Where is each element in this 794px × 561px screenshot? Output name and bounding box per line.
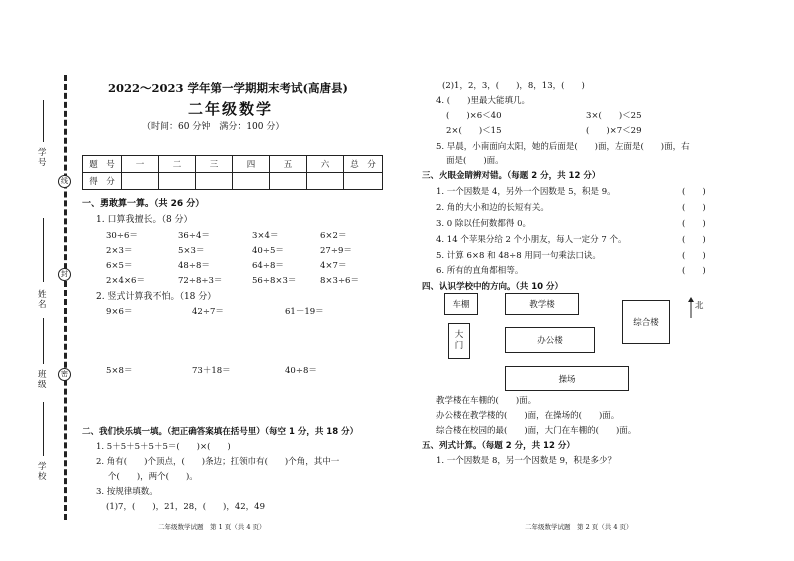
score-table-header-row [83, 156, 383, 173]
north-label: 北 [695, 301, 704, 311]
judge-answer-paren[interactable]: ( ) [682, 251, 706, 261]
q4-item: 3×( )＜25 [586, 111, 642, 121]
score-header-cell: 五 [270, 156, 307, 173]
oral-item: 72÷8÷3＝ [178, 276, 223, 286]
vertical-item: 40÷8＝ [285, 366, 317, 376]
student-no-label: 学号 [38, 148, 53, 168]
map-question-3: 综合楼在校园的最( )面，大门在车棚的( )面。 [436, 426, 637, 436]
judge-answer-paren[interactable]: ( ) [682, 203, 706, 213]
oral-item: 4×7＝ [320, 261, 347, 271]
oral-item: 30÷6＝ [106, 231, 138, 241]
score-cell[interactable] [344, 173, 383, 190]
section2-q3-1: (1)7，( )，21，28，( )，42，49 [106, 502, 265, 512]
oral-item: 6×2＝ [320, 231, 347, 241]
score-header-cell: 题 号 [83, 156, 122, 173]
binding-dashed-line [64, 75, 67, 520]
judge-item: 1. 一个因数是 4，另外一个因数是 5，积是 9。 [436, 187, 616, 197]
map-gate: 大门 [448, 323, 470, 359]
section2-q2-line2: 个( )，两个( )。 [108, 472, 198, 482]
map-question-2: 办公楼在教学楼的( )面，在操场的( )面。 [436, 411, 620, 421]
oral-item: 27÷9＝ [320, 246, 352, 256]
school-line [43, 402, 44, 456]
judge-answer-paren[interactable]: ( ) [682, 235, 706, 245]
section2-q2-line1: 2. 角有( )个顶点，( )条边；扛领巾有( )个角，其中一 [96, 457, 340, 467]
footer-left: 二年级数学试题 第 1 页（共 4 页） [158, 523, 266, 531]
section2-q1: 1. 5＋5＋5＋5＋5＝( )×( ) [96, 442, 231, 452]
name-label: 姓名 [38, 290, 53, 310]
judge-answer-paren[interactable]: ( ) [682, 219, 706, 229]
score-row-label: 得 分 [83, 173, 122, 190]
score-header-cell: 一 [122, 156, 159, 173]
oral-item: 6×5＝ [106, 261, 133, 271]
q4-item: 2×( )＜15 [446, 126, 502, 136]
oral-item: 64÷8＝ [252, 261, 284, 271]
score-table-score-row [83, 173, 383, 190]
seal-mark-secret: 密 [58, 368, 71, 381]
section1-q2-title: 2. 竖式计算我不怕。（18 分） [96, 292, 217, 302]
score-cell[interactable] [196, 173, 233, 190]
exam-time-info: （时间：60 分钟 满分：100 分） [142, 122, 285, 132]
section2-q3-2: (2)1，2，3，( )，8，13，( ) [442, 81, 585, 91]
section4-title: 四、认识学校中的方向。（共 10 分） [422, 282, 563, 292]
oral-item: 56÷8×3＝ [252, 276, 297, 286]
class-label: 班级 [38, 370, 53, 390]
oral-item: 36÷4＝ [178, 231, 210, 241]
oral-item: 3×4＝ [252, 231, 279, 241]
judge-answer-paren[interactable]: ( ) [682, 266, 706, 276]
seal-mark-line: 线 [58, 175, 71, 188]
oral-item: 2×3＝ [106, 246, 133, 256]
map-teaching-building: 教学楼 [505, 293, 579, 315]
map-shed: 车棚 [444, 293, 478, 315]
map-playground: 操场 [505, 366, 629, 391]
q4-item: ( )×7＜29 [586, 126, 642, 136]
section2-title: 二、我们快乐填一填。（把正确答案填在括号里）（每空 1 分，共 18 分） [82, 427, 359, 437]
score-table [82, 155, 383, 190]
section2-q5-line1: 5. 早晨，小南面向太阳，她的后面是( )面，左面是( )面，右 [436, 142, 690, 152]
score-header-cell: 三 [196, 156, 233, 173]
q4-item: ( )×6＜40 [446, 111, 502, 121]
score-cell[interactable] [307, 173, 344, 190]
footer-right: 二年级数学试题 第 2 页（共 4 页） [525, 523, 633, 531]
judge-item: 5. 计算 6×8 和 48÷8 用同一句乘法口诀。 [436, 251, 601, 261]
oral-item: 48÷8＝ [178, 261, 210, 271]
vertical-item: 5×8＝ [106, 366, 133, 376]
oral-item: 5×3＝ [178, 246, 205, 256]
vertical-item: 9×6＝ [106, 307, 133, 317]
judge-answer-paren[interactable]: ( ) [682, 187, 706, 197]
class-line [43, 318, 44, 364]
section3-title: 三、火眼金睛辨对错。（每题 2 分，共 12 分） [422, 171, 601, 181]
score-header-cell: 六 [307, 156, 344, 173]
section1-title: 一、勇敢算一算。（共 26 分） [82, 199, 205, 209]
vertical-item: 61－19＝ [285, 307, 324, 317]
score-header-cell: 四 [233, 156, 270, 173]
student-no-line [43, 100, 44, 142]
map-complex-building: 综合楼 [622, 300, 670, 344]
vertical-item: 73＋18＝ [192, 366, 231, 376]
section2-q4-title: 4. ( )里最大能填几。 [436, 96, 530, 106]
score-cell[interactable] [122, 173, 159, 190]
score-cell[interactable] [159, 173, 196, 190]
school-label: 学校 [38, 462, 53, 482]
section2-q5-line2: 面是( )面。 [446, 156, 504, 166]
exam-subject: 二年级数学 [188, 100, 274, 118]
score-header-cell: 二 [159, 156, 196, 173]
map-office-building: 办公楼 [505, 327, 595, 353]
judge-item: 2. 角的大小和边的长短有关。 [436, 203, 549, 213]
oral-item: 8×3÷6＝ [320, 276, 359, 286]
oral-item: 40÷5＝ [252, 246, 284, 256]
judge-item: 4. 14 个苹果分给 2 个小朋友，每人一定分 7 个。 [436, 235, 627, 245]
seal-mark-seal: 封 [58, 268, 71, 281]
exam-title: 2022～2023 学年第一学期期末考试(高唐县) [108, 81, 348, 95]
section2-q3: 3. 按规律填数。 [96, 487, 158, 497]
score-header-cell: 总 分 [344, 156, 383, 173]
oral-item: 2×4×6＝ [106, 276, 145, 286]
score-cell[interactable] [233, 173, 270, 190]
map-question-1: 教学楼在车棚的( )面。 [436, 396, 537, 406]
score-cell[interactable] [270, 173, 307, 190]
section1-q1-title: 1. 口算我擅长。（8 分） [96, 215, 193, 225]
vertical-item: 42÷7＝ [192, 307, 224, 317]
name-line [43, 218, 44, 282]
section5-q1: 1. 一个因数是 8，另一个因数是 9，积是多少？ [436, 456, 617, 466]
judge-item: 3. 0 除以任何数都得 0。 [436, 219, 532, 229]
section5-title: 五、列式计算。（每题 2 分，共 12 分） [422, 441, 575, 451]
judge-item: 6. 所有的直角都相等。 [436, 266, 524, 276]
